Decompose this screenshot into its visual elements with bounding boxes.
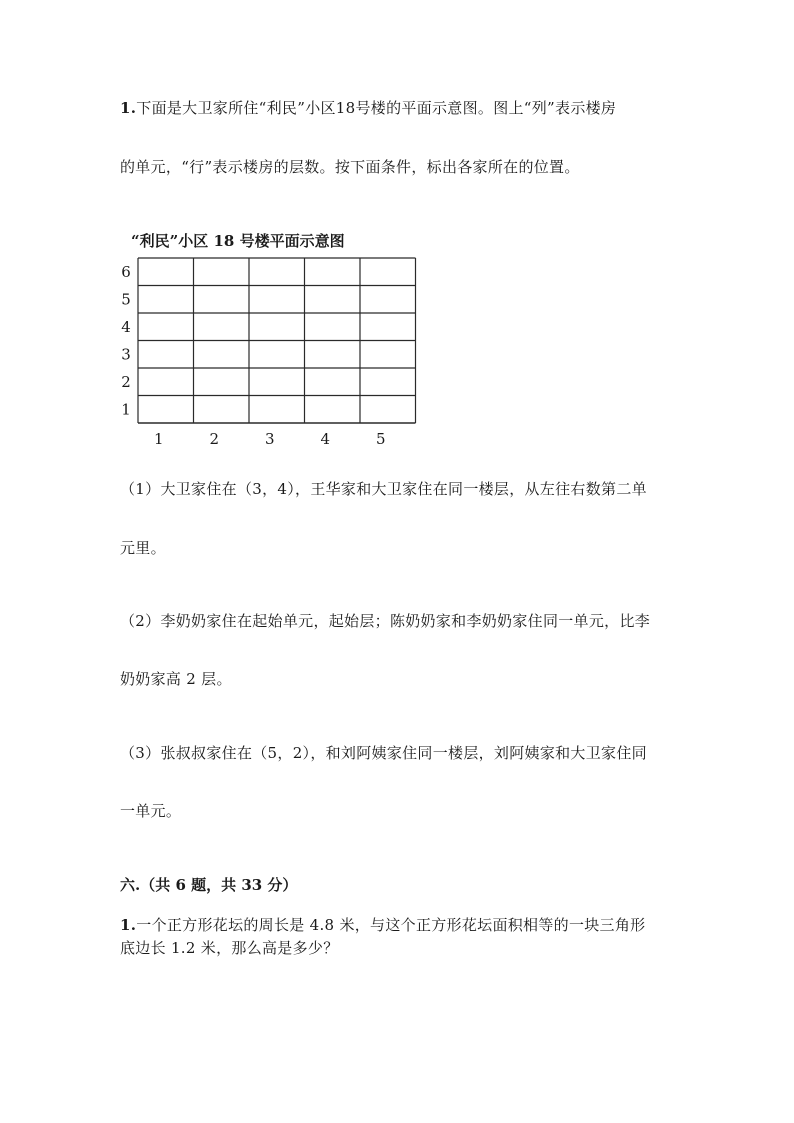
figure-title: “利民”小区 18 号楼平面示意图 [131, 232, 345, 250]
question-number: 1. [120, 99, 137, 117]
condition-3-line-1: （3）张叔叔家住在（5，2），和刘阿姨家住同一楼层，刘阿姨家和大卫家住同 [120, 744, 647, 762]
question-1-text-1: 下面是大卫家所住“利民”小区18号楼的平面示意图。图上“列”表示楼房 [136, 99, 617, 117]
column-label: 5 [375, 430, 386, 445]
section-6-question-1-text-1: 一个正方形花坛的周长是 4.8 米，与这个正方形花坛面积相等的一块三角形 [136, 916, 646, 934]
section-6-heading: 六.（共 6 题，共 33 分） [120, 876, 298, 894]
section-6-question-1-line-2: 底边长 1.2 米，那么高是多少？ [120, 939, 339, 957]
question-1-line-2: 的单元，“行”表示楼房的层数。按下面条件，标出各家所在的位置。 [120, 158, 580, 176]
condition-3-line-2: 一单元。 [120, 802, 182, 820]
column-label: 1 [153, 430, 164, 445]
question-number: 1. [120, 916, 137, 934]
column-label: 4 [320, 430, 331, 445]
row-label: 6 [121, 262, 131, 281]
condition-1-line-2: 元里。 [120, 539, 166, 557]
floor-plan-grid [138, 258, 416, 423]
column-label: 3 [264, 430, 275, 445]
row-label: 2 [121, 372, 131, 391]
section-6-question-1-line-1 [120, 914, 645, 935]
row-labels [121, 263, 131, 419]
column-label: 2 [209, 430, 220, 445]
row-label: 1 [121, 400, 131, 419]
row-label: 4 [121, 317, 131, 336]
row-label: 3 [121, 345, 131, 364]
condition-2-line-2: 奶奶家高 2 层。 [120, 670, 232, 688]
row-label: 5 [121, 290, 131, 309]
building-floor-plan-figure [110, 220, 430, 445]
condition-2-line-1: （2）李奶奶家住在起始单元，起始层；陈奶奶家和李奶奶家住同一单元，比李 [120, 612, 651, 630]
condition-1-line-1: （1）大卫家住在（3，4），王华家和大卫家住在同一楼层，从左往右数第二单 [120, 480, 647, 498]
column-labels [154, 430, 386, 445]
question-1-line-1 [120, 97, 616, 118]
